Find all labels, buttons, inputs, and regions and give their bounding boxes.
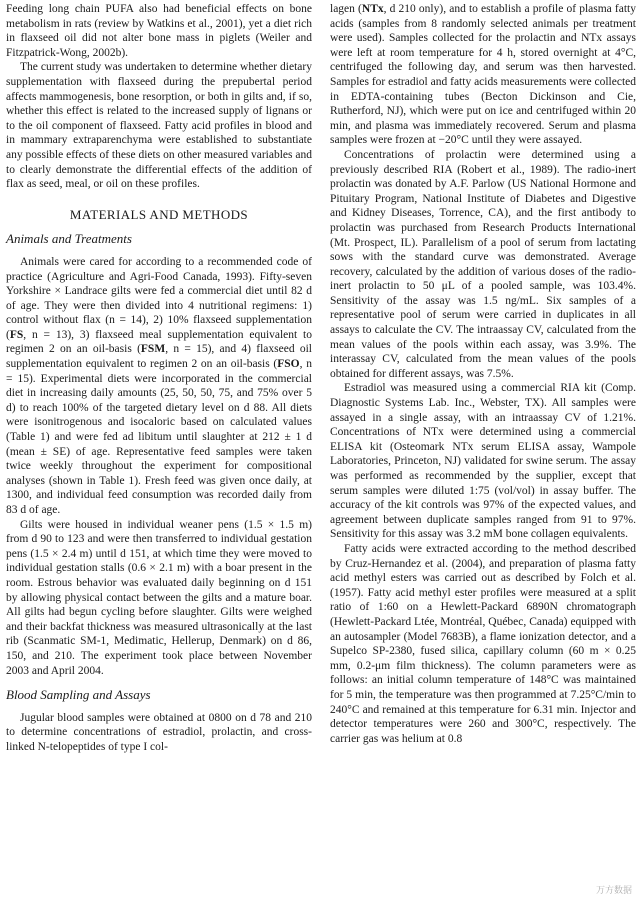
abbrev-ntx: NTx [361, 3, 384, 15]
animals-paragraph-1: Animals were cared for according to a recommended code of practice (Agriculture and Agri-Food Canada, 1993). Fifty-seven Yorkshire × Landrace gilts were fed a commercial diet until 82 d of age. They were then divided into 4 nutritional regimens: 1) control without flax (n = 14), 2) 10% flaxseed supplementation (FS, n = 13), 3) flaxseed meal supplementation equivalent to regimen 2 on an oil-basis (FSM, n = 15), and 4) flaxseed oil supplementation equivalent to regimen 2 on an oil-basis (FSO, n = 15). Experimental diets were incorporated in the commercial diet in increasing daily amounts (25, 50, 50, 75, and 75% over 5 d) to reach 100% of the targeted dietary level on d 88. All diets were isonitrogenous and isocaloric based on calculated values (Table 1) and were fed ad libitum until slaughter at 212 ± 1 d (mean ± SE) of age. Representative feed samples were taken twice weekly throughout the experiment for compositional analyses (shown in Table 1). Fresh feed was given once daily, at 1300, and individual feed consumption was recorded daily from 83 d of age. [6, 255, 312, 516]
intro-paragraph-1: Feeding long chain PUFA also had beneficial effects on bone metabolism in rats (review by Watkins et al., 2001), yet a diet rich in flaxseed oil did not alter bone mass in piglets (Weiler and Fitzpatrick-Wong, 2002b). [6, 3, 312, 59]
blood-paragraph-1: Jugular blood samples were obtained at 0800 on d 78 and 210 to determine concentrations of estradiol, prolactin, and cross-linked N-telopeptides of type I col- [6, 711, 312, 753]
animals-paragraph-2: Gilts were housed in individual weaner pens (1.5 × 1.5 m) from d 90 to 123 and were then transferred to individual gestation pens (1.5 × 2.4 m) until d 151, at which time they were moved to individual gestation stalls (0.6 × 2.1 m) with a boar present in the room. Estrous behavior was evaluated daily beginning on d 151 by allowing physical contact between the gilts and a mature boar. All gilts had begun cycling before slaughter. Gilts were weighed and their backfat thickness was measured ultrasonically at the last rib (Scanmatic SM-1, Medimatic, Hellerup, Denmark) on d 86, 150, and 210. The experiment took place between November 2003 and April 2004. [6, 518, 312, 677]
estradiol-paragraph: Estradiol was measured using a commercial RIA kit (Comp. Diagnostic Systems Lab. Inc., Webster, TX). All samples were assayed in a single assay, with an intraassay CV of 1.21%. Concentrations of NTx were determined using a commercial ELISA kit (Osteomark NTx serum ELISA assay, Wampole Laboratories, Princeton, NJ) validated for swine serum. The assay was performed as recommended by the supplier, except that serum samples were diluted 1:75 (vol/vol) in assay buffer. The accuracy of the kit controls was 97% of the expected values, and agreement between duplicate samples ranged from 91 to 97%. Sensitivity for this assay was 3.2 mM bone collagen equivalents. [330, 382, 636, 541]
watermark: 万方数据 [595, 885, 632, 895]
subsection-heading-animals: Animals and Treatments [6, 231, 132, 247]
abbrev-fsm: FSM [140, 343, 166, 356]
abbrev-fs: FS [9, 328, 24, 341]
fatty-acids-paragraph: Fatty acids were extracted according to the method described by Cruz-Hernandez et al. (2004), and preparation of plasma fatty acid methyl esters was carried out as described by Folch et al. (1957). Fatty acid methyl ester profiles were measured at a split ratio of 1:60 on a Hewlett-Packard 6890N chromatograph (Hewlett-Packard Ltée, Montréal, Québec, Canada) equipped with an autosampler (Model 7683B), a flame ionization detector, and a Supelco SP-2380, fused silica, capillary column (60 m × 0.25 mm, 0.2-μm film thickness). The column parameters were as follows: an initial column temperature of 148°C was maintained for 5 min, the temperature was then programmed at 7.25°C/min to 240°C and remained at this temperature for 6.31 min. Injector and detector temperatures were 260 and 300°C, respectively. The carrier gas was helium at 0.8 [330, 542, 636, 745]
section-heading-methods: MATERIALS AND METHODS [69, 206, 249, 222]
subsection-heading-blood: Blood Sampling and Assays [6, 687, 151, 703]
intro-paragraph-2: The current study was undertaken to determine whether dietary supplementation with flaxseed during the prepubertal period affects mammogenesis, bone resorption, or both in gilts and, if so, whether this effect is related to the increased supply of lignans or to the oil component of flaxseed. Fatty acid profiles in blood and in mammary extraparenchyma were established to substantiate any possible effects of these diets on other measured variables and to clearly demonstrate the differential effects of the addition of flax as seed, meal, or oil on these profiles. [6, 61, 312, 191]
blood-paragraph-continued: lagen (NTx, d 210 only), and to establish a profile of plasma fatty acids (samples from 8 randomly selected animals per treatment were used). Samples collected for the prolactin and NTx assays were left at room temperature for 4 h, stored overnight at 4°C, centrifuged the following day, and serum was then harvested. Samples for estradiol and fatty acids measurements were collected in EDTA-containing tubes (Becton Dickinson and Cie, Rutherford, NJ), which were put on ice and centrifuged within 20 min, and plasma was immediately recovered. Serum and plasma samples were frozen at −20°C until they were assayed. [330, 3, 637, 147]
abbrev-fso: FSO [277, 358, 300, 371]
left-column [6, 2, 312, 755]
prolactin-paragraph: Concentrations of prolactin were determined using a previously described RIA (Robert et al., 1989). The radio-inert prolactin was donated by A.F. Parlow (US National Hormone and Pituitary Program, National Institute of Diabetes and Digestive and Kidney Diseases, Torrence, CA), and the first antibody to prolactin was purchased from Research Products International (Mt. Prospect, IL). Parallelism of a pool of serum from lactating sows with the standard curve was demonstrated. Average recovery, calculated by the addition of various doses of the radio-inert prolactin to 50 μL of a pooled sample, was 103.4%. Sensitivity of the assay was 1.5 ng/mL. Six samples of a representative pool of serum were carried in duplicates in all assays to calculate the CV. The intraassay CV, calculated from the mean values of the pools within each assay, was 3.9%. The interassay CV, calculated from the mean values of the pools obtained for different assays, was 7.5%. [330, 148, 636, 380]
right-column [330, 2, 636, 746]
